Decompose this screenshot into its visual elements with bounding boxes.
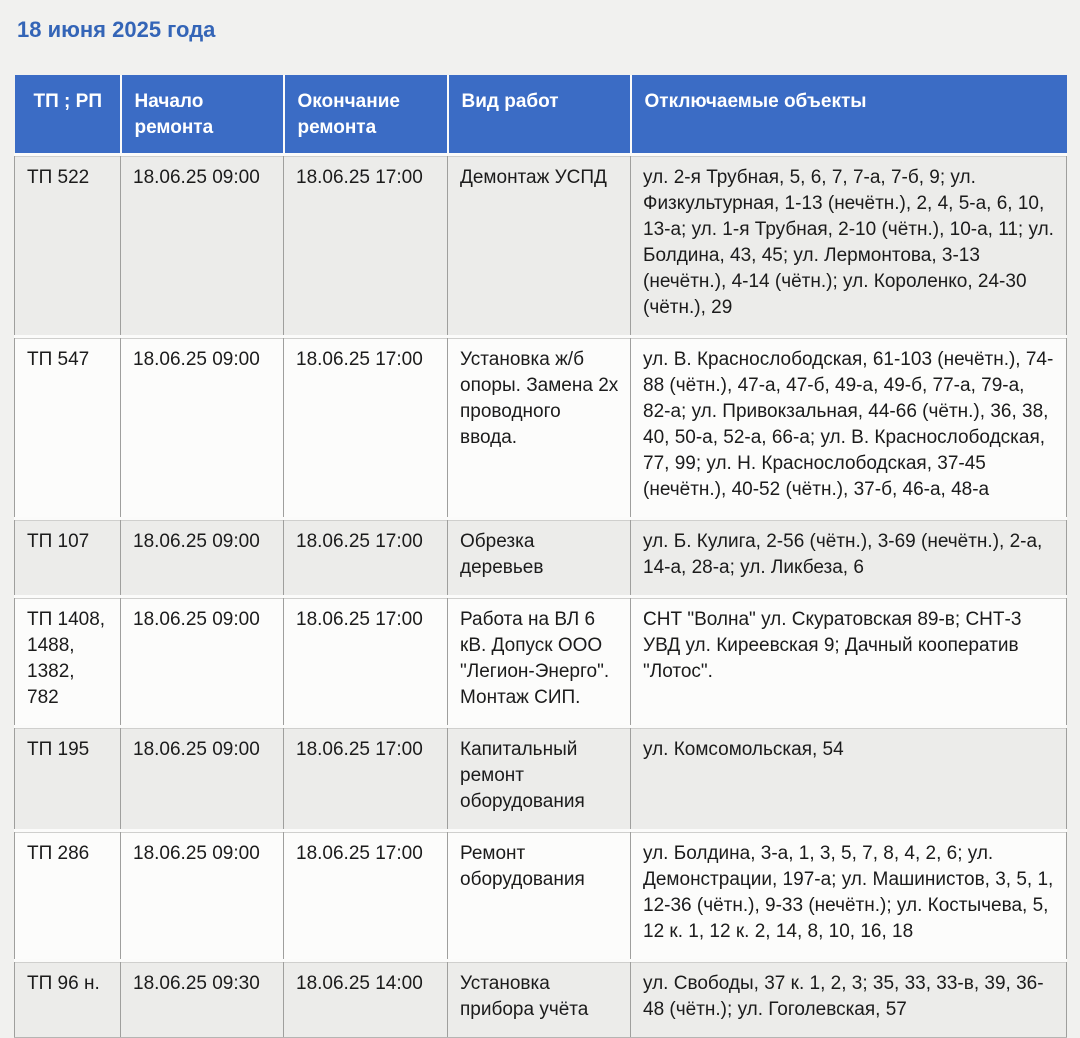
- table-row: [15, 727, 1067, 831]
- cell-work: Демонтаж УСПД: [448, 155, 631, 337]
- cell-objects: ул. Болдина, 3-а, 1, 3, 5, 7, 8, 4, 2, 6; ул. Демонстрации, 197-а; ул. Машинистов, 3, 5, 1, 12-36 (чётн.), 9-33 (нечётн.); ул. Костычева, 5, 12 к. 1, 12 к. 2, 14, 8, 10, 16, 18: [631, 831, 1067, 961]
- table-header: [15, 75, 1067, 155]
- cell-tp: ТП 547: [15, 337, 121, 519]
- cell-end: 18.06.25 17:00: [284, 155, 448, 337]
- cell-objects: ул. Свободы, 37 к. 1, 2, 3; 35, 33, 33-в, 39, 36-48 (чётн.); ул. Гоголевская, 57: [631, 961, 1067, 1038]
- cell-start: 18.06.25 09:00: [121, 727, 284, 831]
- cell-objects: ул. Б. Кулига, 2-56 (чётн.), 3-69 (нечётн.), 2-а, 14-а, 28-а; ул. Ликбеза, 6: [631, 519, 1067, 597]
- cell-tp: ТП 195: [15, 727, 121, 831]
- cell-work: Капитальный ремонт оборудования: [448, 727, 631, 831]
- cell-tp: ТП 1408, 1488, 1382, 782: [15, 597, 121, 727]
- cell-end: 18.06.25 14:00: [284, 961, 448, 1038]
- cell-work: Обрезка деревьев: [448, 519, 631, 597]
- cell-start: 18.06.25 09:00: [121, 597, 284, 727]
- cell-objects: ул. Комсомольская, 54: [631, 727, 1067, 831]
- column-header-disconnected-objects: Отключаемые объекты: [631, 75, 1067, 155]
- cell-objects: СНТ "Волна" ул. Скуратовская 89-в; СНТ-3 УВД ул. Киреевская 9; Дачный кооператив "Лотос".: [631, 597, 1067, 727]
- cell-objects: ул. 2-я Трубная, 5, 6, 7, 7-а, 7-б, 9; ул. Физкультурная, 1-13 (нечётн.), 2, 4, 5-а, 6, 10, 13-а; ул. 1-я Трубная, 2-10 (чётн.), 10-а, 11; ул. Болдина, 43, 45; ул. Лермонтова, 3-13 (нечётн.), 4-14 (чётн.); ул. Короленко, 24-30 (чётн.), 29: [631, 155, 1067, 337]
- table-row: [15, 831, 1067, 961]
- column-header-tp-rp: ТП ; РП: [15, 75, 121, 155]
- column-header-work-type: Вид работ: [448, 75, 631, 155]
- cell-tp: ТП 107: [15, 519, 121, 597]
- cell-start: 18.06.25 09:00: [121, 519, 284, 597]
- cell-start: 18.06.25 09:00: [121, 831, 284, 961]
- cell-start: 18.06.25 09:00: [121, 337, 284, 519]
- cell-start: 18.06.25 09:30: [121, 961, 284, 1038]
- cell-work: Ремонт оборудования: [448, 831, 631, 961]
- cell-work: Установка ж/б опоры. Замена 2х проводного ввода.: [448, 337, 631, 519]
- table-body: [15, 155, 1067, 1038]
- column-header-repair-start: Начало ремонта: [121, 75, 284, 155]
- cell-tp: ТП 522: [15, 155, 121, 337]
- column-header-repair-end: Окончание ремонта: [284, 75, 448, 155]
- header-row: [15, 75, 1067, 155]
- table-row: [15, 337, 1067, 519]
- cell-work: Работа на ВЛ 6 кВ. Допуск ООО "Легион-Энерго". Монтаж СИП.: [448, 597, 631, 727]
- outage-schedule-table: [14, 75, 1067, 1038]
- cell-end: 18.06.25 17:00: [284, 831, 448, 961]
- cell-end: 18.06.25 17:00: [284, 519, 448, 597]
- table-row: [15, 155, 1067, 337]
- cell-start: 18.06.25 09:00: [121, 155, 284, 337]
- cell-tp: ТП 286: [15, 831, 121, 961]
- cell-work: Установка прибора учёта: [448, 961, 631, 1038]
- table-row: [15, 597, 1067, 727]
- cell-end: 18.06.25 17:00: [284, 727, 448, 831]
- cell-tp: ТП 96 н.: [15, 961, 121, 1038]
- cell-end: 18.06.25 17:00: [284, 597, 448, 727]
- table-row: [15, 519, 1067, 597]
- page-title: 18 июня 2025 года: [17, 17, 216, 42]
- table-row: [15, 961, 1067, 1038]
- cell-objects: ул. В. Краснослободская, 61-103 (нечётн.), 74-88 (чётн.), 47-а, 47-б, 49-а, 49-б, 77-а, 79-а, 82-а; ул. Привокзальная, 44-66 (чётн.), 36, 38, 40, 50-а, 52-а, 66-а; ул. В. Краснослободская, 77, 99; ул. Н. Краснослободская, 37-45 (нечётн.), 40-52 (чётн.), 37-б, 46-а, 48-а: [631, 337, 1067, 519]
- cell-end: 18.06.25 17:00: [284, 337, 448, 519]
